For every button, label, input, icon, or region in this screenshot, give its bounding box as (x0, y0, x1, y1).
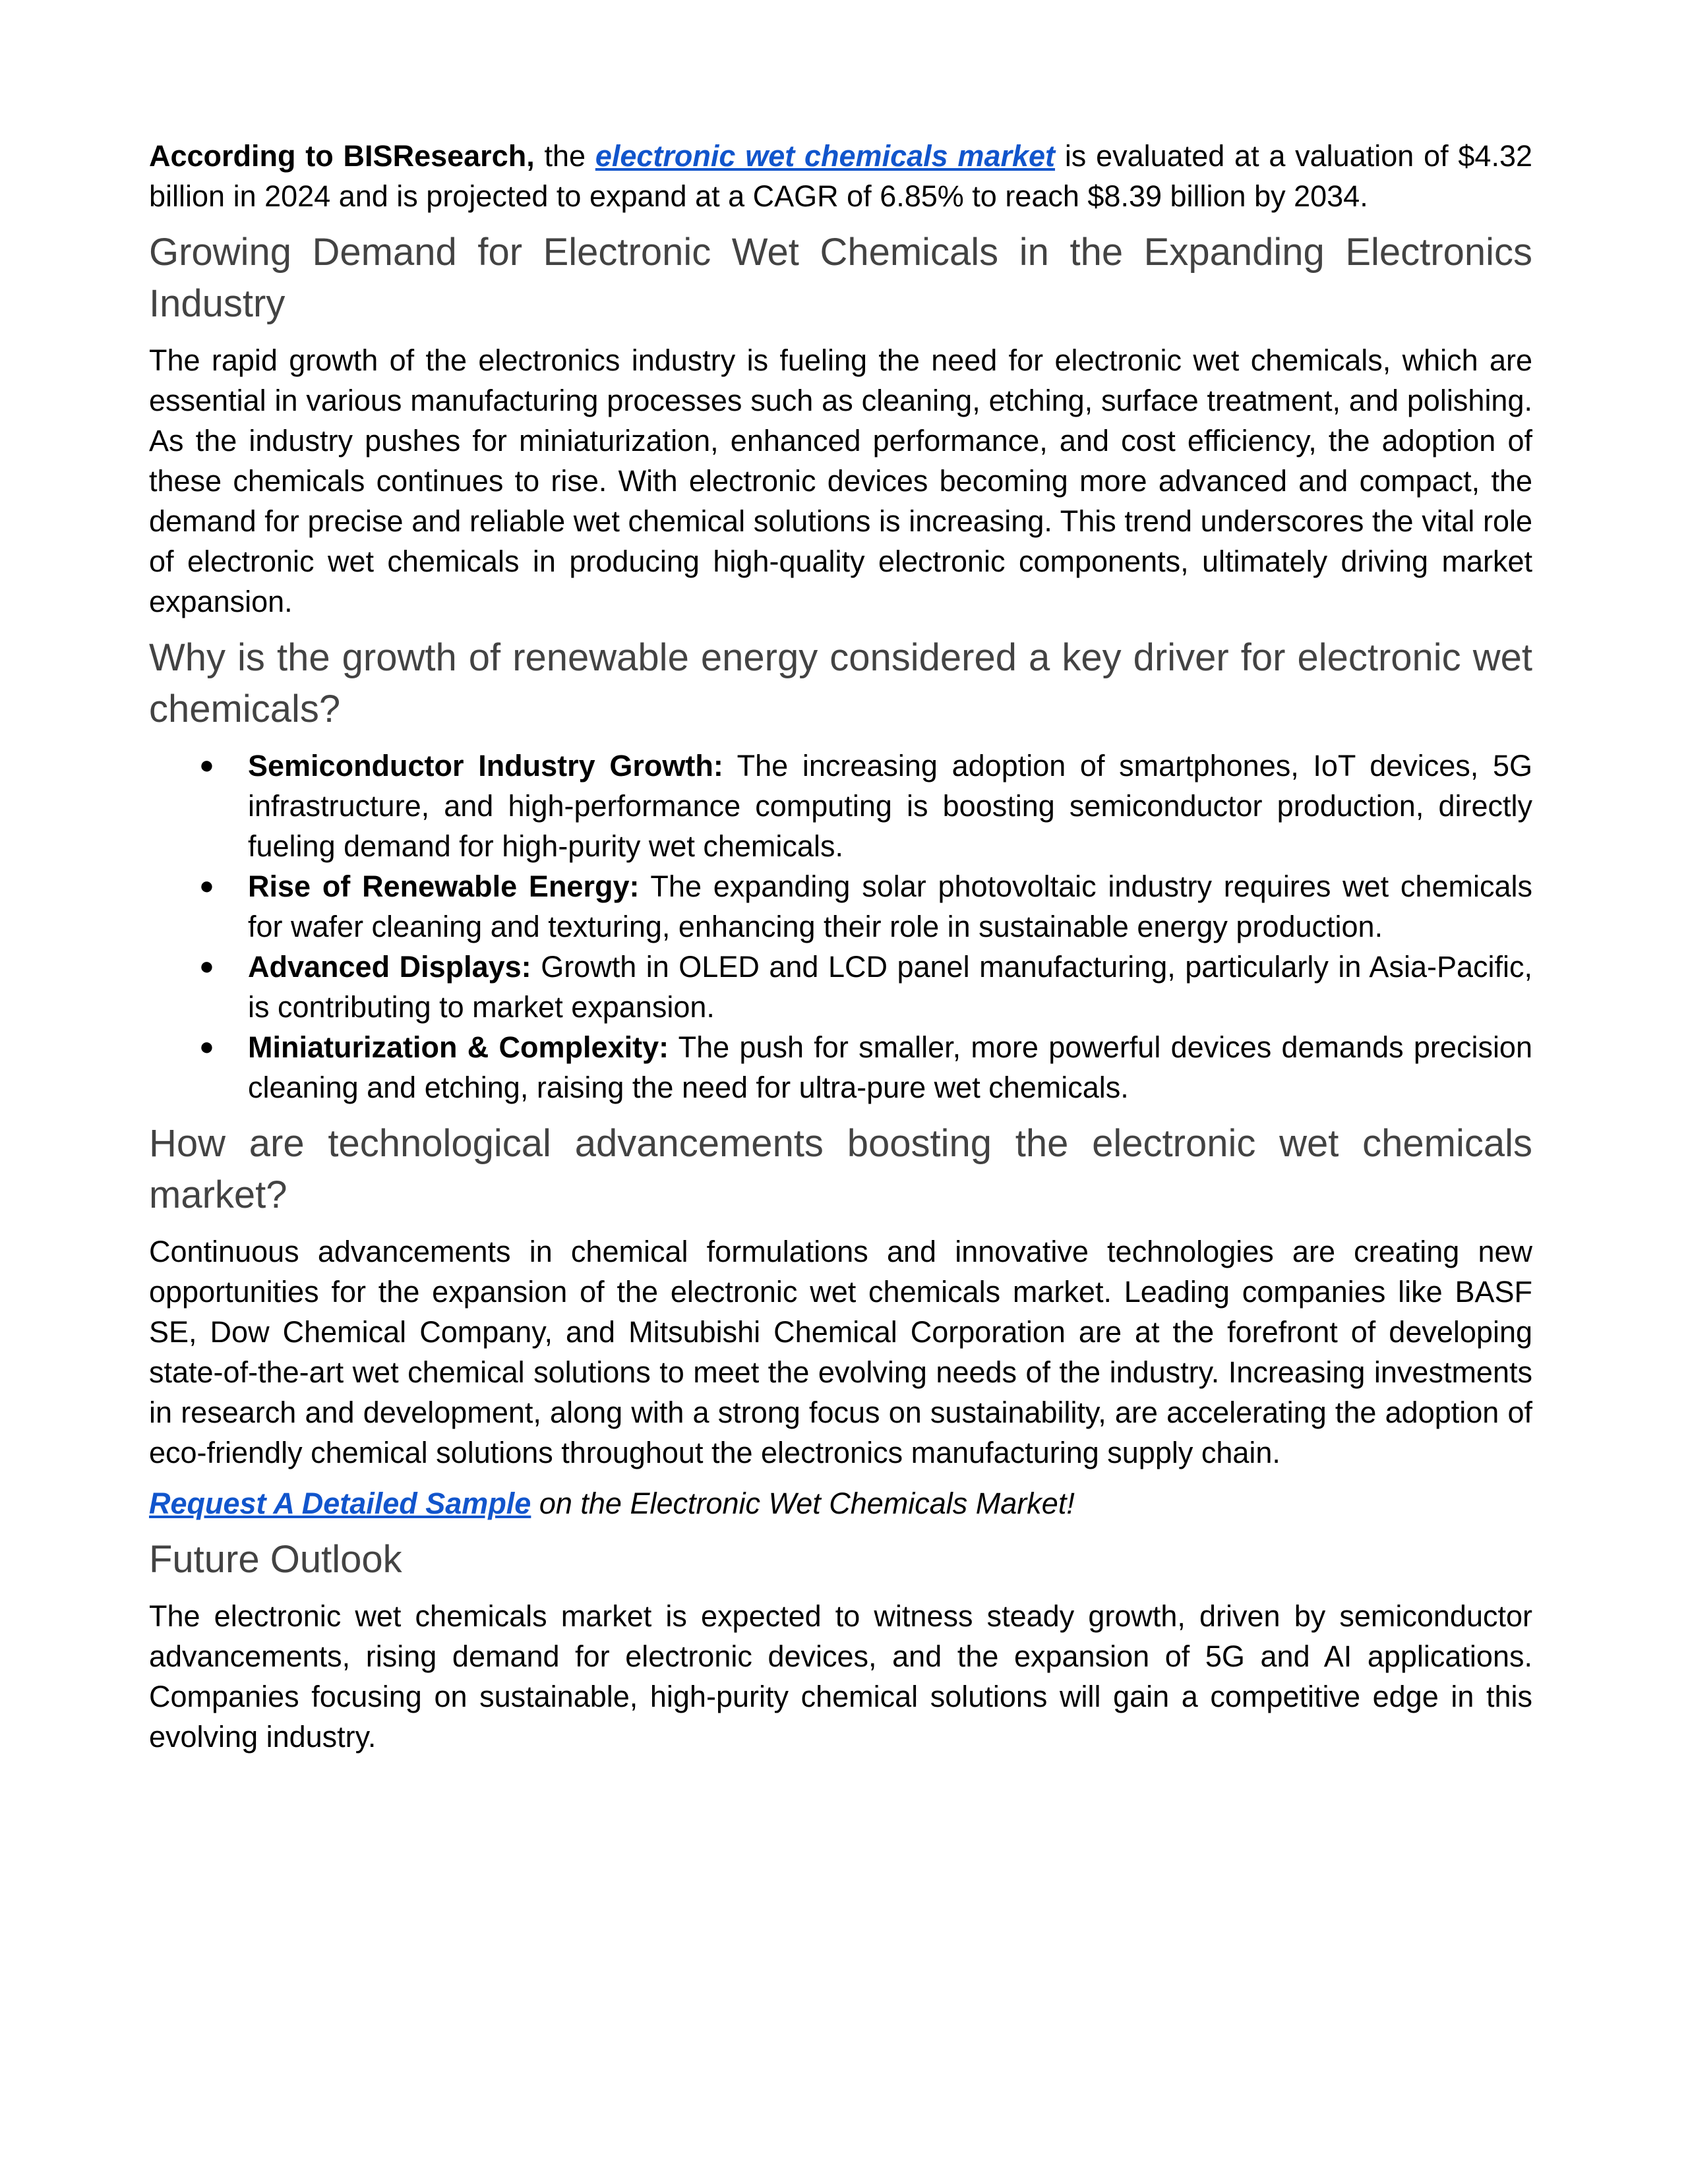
list-item-text: The push for smaller, more powerful devices demands precision cleaning and etching, raising the need for ultra-pure wet chemicals. (248, 1030, 1532, 1104)
intro-text-after-link: is evaluated at a valuation of $4.32 billion in 2024 and is projected to expand at a CAGR of 6.85% to reach $8.39 billion by 2034. (149, 139, 1532, 213)
section-body-demand: The rapid growth of the electronics industry is fueling the need for electronic wet chemicals, which are essential in various manufacturing processes such as cleaning, etching, surface treatment, and polishing. As the industry pushes for miniaturization, enhanced performance, and cost efficiency, the adoption of these chemicals continues to rise. With electronic devices becoming more advanced and compact, the demand for precise and reliable wet chemical solutions is increasing. This trend underscores the vital role of electronic wet chemicals in producing high-quality electronic components, ultimately driving market expansion. (149, 343, 1532, 618)
list-item-title: Rise of Renewable Energy: (248, 870, 640, 903)
section-body-outlook: The electronic wet chemicals market is expected to witness steady growth, driven by semiconductor advancements, rising demand for electronic devices, and the expansion of 5G and AI applications. Companies focusing on sustainable, high-purity chemical solutions will gain a competitive edge in this evolving industry. (149, 1599, 1532, 1754)
intro-paragraph (149, 136, 1532, 216)
sample-request-text: on the Electronic Wet Chemicals Market! (531, 1487, 1075, 1520)
list-item (149, 1027, 1532, 1107)
list-item-text: The increasing adoption of smartphones, IoT devices, 5G infrastructure, and high-performance computing is boosting semiconductor production, directly fueling demand for high-purity wet chemicals. (248, 749, 1532, 863)
list-item-text: The expanding solar photovoltaic industry requires wet chemicals for wafer cleaning and texturing, enhancing their role in sustainable energy production. (248, 870, 1532, 943)
section-heading-renewable: Why is the growth of renewable energy considered a key driver for electronic wet chemicals? (149, 636, 1532, 730)
section-heading-demand: Growing Demand for Electronic Wet Chemicals in the Expanding Electronics Industry (149, 231, 1532, 325)
list-item (149, 947, 1532, 1027)
list-item-title: Miniaturization & Complexity: (248, 1030, 669, 1064)
bullet-icon: ● (199, 1033, 214, 1061)
list-item-text: Growth in OLED and LCD panel manufacturing, particularly in Asia-Pacific, is contributing to market expansion. (248, 950, 1532, 1024)
sample-request-line (149, 1483, 1532, 1523)
drivers-list (149, 746, 1532, 1107)
bullet-icon: ● (199, 872, 214, 900)
list-item (149, 866, 1532, 947)
market-report-link[interactable]: electronic wet chemicals market (595, 139, 1056, 173)
section-heading-outlook: Future Outlook (149, 1538, 402, 1581)
intro-text-before-link: the (534, 139, 595, 173)
section-body-technology: Continuous advancements in chemical formulations and innovative technologies are creating new opportunities for the expansion of the electronic wet chemicals market. Leading companies like BASF SE, Dow Chemical Company, and Mitsubishi Chemical Corporation are at the forefront of developing state-of-the-art wet chemical solutions to meet the evolving needs of the industry. Increasing investments in research and development, along with a strong focus on sustainability, are accelerating the adoption of eco-friendly chemical solutions throughout the electronics manufacturing supply chain. (149, 1235, 1532, 1469)
list-item-title: Semiconductor Industry Growth: (248, 749, 723, 782)
bullet-icon: ● (199, 953, 214, 980)
document-page (149, 136, 1532, 1767)
list-item (149, 746, 1532, 866)
list-item-title: Advanced Displays: (248, 950, 531, 984)
bullet-icon: ● (199, 752, 214, 779)
intro-lead: According to BISResearch, (149, 139, 535, 173)
request-sample-link[interactable]: Request A Detailed Sample (149, 1487, 531, 1520)
section-heading-technology: How are technological advancements boosting the electronic wet chemicals market? (149, 1122, 1532, 1216)
